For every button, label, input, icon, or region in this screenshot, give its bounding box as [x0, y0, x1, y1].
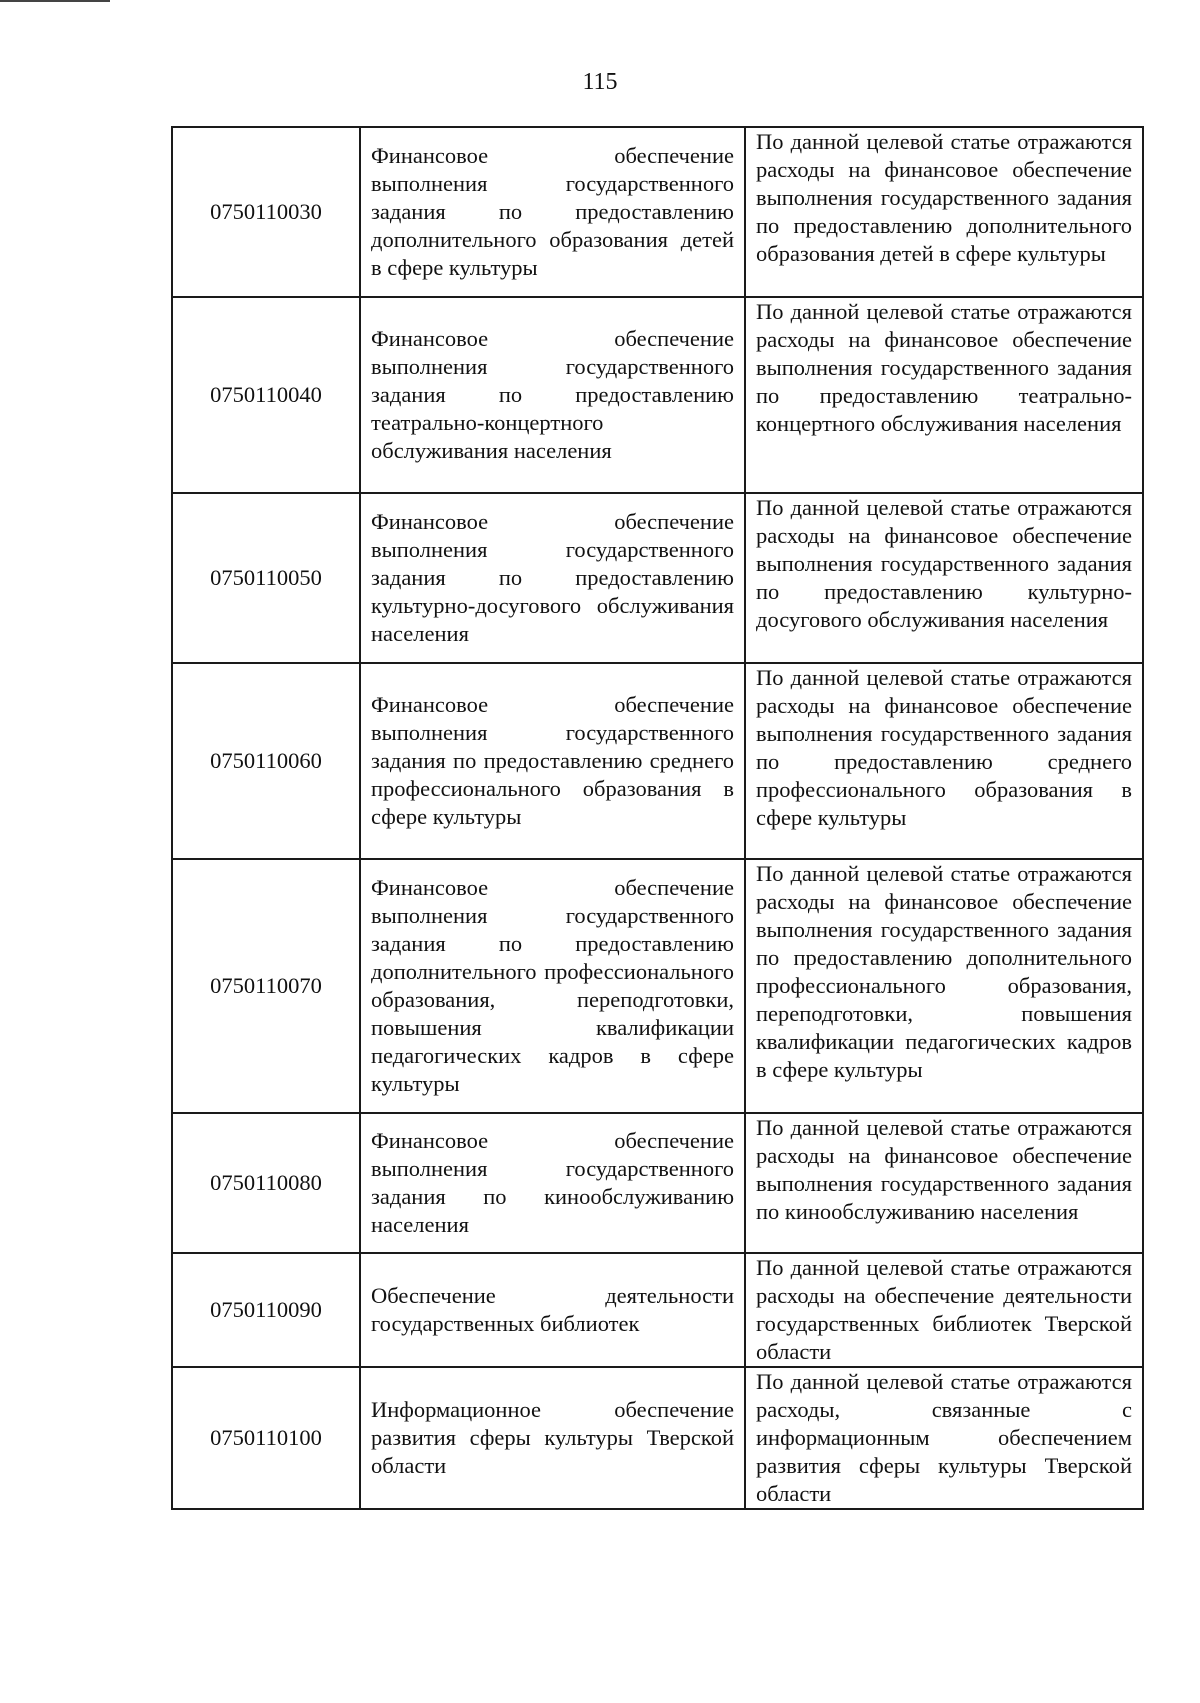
table-row: [172, 1253, 1143, 1367]
target-item-code: 0750110070: [172, 859, 360, 1113]
target-item-code: 0750110060: [172, 663, 360, 859]
table-row: [172, 1113, 1143, 1253]
target-item-description: По данной целевой статье отражаются расходы на финансовое обеспечение выполнения государственного задания по предоставлению театрально-концертного обслуживания населения: [745, 297, 1143, 493]
target-item-description: По данной целевой статье отражаются расходы на финансовое обеспечение выполнения государственного задания по предоставлению культурно-досугового обслуживания населения: [745, 493, 1143, 663]
target-item-code: 0750110030: [172, 127, 360, 297]
table-row: [172, 1367, 1143, 1509]
table-row: [172, 297, 1143, 493]
target-item-description: По данной целевой статье отражаются расходы на финансовое обеспечение выполнения государственного задания по предоставлению среднего профессионального образования в сфере культуры: [745, 663, 1143, 859]
target-item-description: По данной целевой статье отражаются расходы, связанные с информационным обеспечением развития сферы культуры Тверской области: [745, 1367, 1143, 1509]
budget-classification-table: [171, 126, 1144, 1510]
target-item-name: Финансовое обеспечение выполнения государственного задания по предоставлению культурно-досугового обслуживания населения: [360, 493, 745, 663]
target-item-description: По данной целевой статье отражаются расходы на обеспечение деятельности государственных библиотек Тверской области: [745, 1253, 1143, 1367]
target-item-code: 0750110040: [172, 297, 360, 493]
target-item-description: По данной целевой статье отражаются расходы на финансовое обеспечение выполнения государственного задания по кинообслуживанию населения: [745, 1113, 1143, 1253]
table-row: [172, 663, 1143, 859]
target-item-name: Финансовое обеспечение выполнения государственного задания по предоставлению среднего профессионального образования в сфере культуры: [360, 663, 745, 859]
target-item-description: По данной целевой статье отражаются расходы на финансовое обеспечение выполнения государственного задания по предоставлению дополнительного образования детей в сфере культуры: [745, 127, 1143, 297]
target-item-name: Информационное обеспечение развития сферы культуры Тверской области: [360, 1367, 745, 1509]
page-number: 115: [582, 69, 618, 95]
table-row: [172, 127, 1143, 297]
table-row: [172, 859, 1143, 1113]
target-item-code: 0750110080: [172, 1113, 360, 1253]
target-item-name: Финансовое обеспечение выполнения государственного задания по предоставлению театрально-концертного обслуживания населения: [360, 297, 745, 493]
target-item-code: 0750110090: [172, 1253, 360, 1367]
target-item-code: 0750110050: [172, 493, 360, 663]
target-item-description: По данной целевой статье отражаются расходы на финансовое обеспечение выполнения государственного задания по предоставлению дополнительного профессионального образования, переподготовки, повышения квалификации педагогических кадров в сфере культуры: [745, 859, 1143, 1113]
target-item-code: 0750110100: [172, 1367, 360, 1509]
target-item-name: Финансовое обеспечение выполнения государственного задания по предоставлению дополнительного профессионального образования, переподготовки, повышения квалификации педагогических кадров в сфере культуры: [360, 859, 745, 1113]
target-item-name: Обеспечение деятельности государственных библиотек: [360, 1253, 745, 1367]
table-row: [172, 493, 1143, 663]
target-item-name: Финансовое обеспечение выполнения государственного задания по кинообслуживанию населения: [360, 1113, 745, 1253]
target-item-name: Финансовое обеспечение выполнения государственного задания по предоставлению дополнительного образования детей в сфере культуры: [360, 127, 745, 297]
scan-edge-line: [0, 0, 110, 2]
